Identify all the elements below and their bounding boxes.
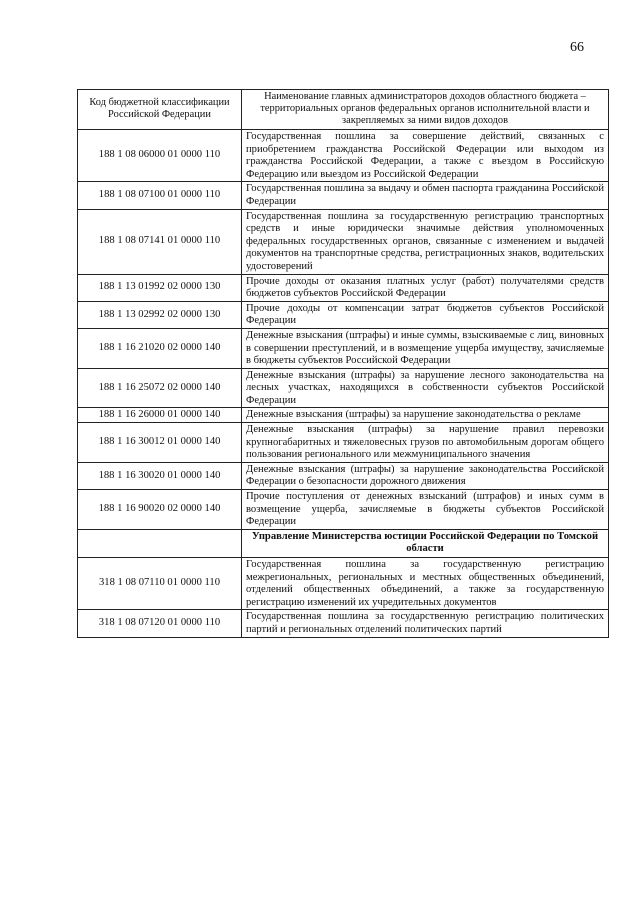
revenue-name: Прочие поступления от денежных взысканий (штрафов) и иных сумм в возмещение ущерба, зачисляемые в бюджеты субъектов Российской Федерации (242, 490, 609, 530)
budget-classification-table (77, 89, 609, 638)
revenue-name: Государственная пошлина за совершение действий, связанных с приобретением гражданства Российской Федерации или выходом из гражданства Российской Федерации, а также с въездом в Российскую Федерацию или выездом из Российской Федерации (242, 130, 609, 182)
revenue-name: Государственная пошлина за государственную регистрацию транспортных средств и иные юридически значимые действия уполномоченных федеральных государственных органов, связанные с изменением и выдачей документов на транспортные средства, регистрационных знаков, водительских удостоверений (242, 209, 609, 274)
table-row (78, 274, 609, 301)
table-row (78, 328, 609, 368)
budget-code: 318 1 08 07110 01 0000 110 (78, 558, 242, 610)
table-row (78, 558, 609, 610)
table-row (78, 490, 609, 530)
revenue-name: Государственная пошлина за государственную регистрацию политических партий и региональных отделений политических партий (242, 610, 609, 637)
budget-code: 188 1 16 30012 01 0000 140 (78, 423, 242, 463)
budget-code: 188 1 08 06000 01 0000 110 (78, 130, 242, 182)
budget-code: 318 1 08 07120 01 0000 110 (78, 610, 242, 637)
budget-code: 188 1 13 02992 02 0000 130 (78, 301, 242, 328)
budget-code: 188 1 08 07141 01 0000 110 (78, 209, 242, 274)
revenue-name: Денежные взыскания (штрафы) за нарушение законодательства Российской Федерации о безопасности дорожного движения (242, 462, 609, 489)
table-row (78, 368, 609, 408)
table-row (78, 301, 609, 328)
table-row (78, 610, 609, 637)
table-header-row (78, 90, 609, 130)
header-code: Код бюджетной классификации Российской Федерации (78, 90, 242, 130)
revenue-name: Денежные взыскания (штрафы) за нарушение правил перевозки крупногабаритных и тяжеловесных грузов по автомобильным дорогам общего пользования регионального или межмуниципального значения (242, 423, 609, 463)
revenue-name: Денежные взыскания (штрафы) за нарушение законодательства о рекламе (242, 408, 609, 423)
budget-code: 188 1 13 01992 02 0000 130 (78, 274, 242, 301)
table-row (78, 130, 609, 182)
budget-code: 188 1 08 07100 01 0000 110 (78, 182, 242, 209)
section-header-row (78, 529, 609, 557)
table-row (78, 408, 609, 423)
table-row (78, 209, 609, 274)
revenue-name: Прочие доходы от компенсации затрат бюджетов субъектов Российской Федерации (242, 301, 609, 328)
revenue-name: Государственная пошлина за государственную регистрацию межрегиональных, региональных и местных общественных объединений, отделений общественных объединений, а также за государственную регистрацию изменений их учредительных документов (242, 558, 609, 610)
page-number: 66 (570, 40, 584, 55)
budget-classification-table-container (77, 89, 608, 638)
budget-code: 188 1 16 30020 01 0000 140 (78, 462, 242, 489)
revenue-name: Денежные взыскания (штрафы) и иные суммы, взыскиваемые с лиц, виновных в совершении преступлений, и в возмещение ущерба имуществу, зачисляемые в бюджеты субъектов Российской Федерации (242, 328, 609, 368)
table-row (78, 423, 609, 463)
budget-code: 188 1 16 25072 02 0000 140 (78, 368, 242, 408)
revenue-name: Прочие доходы от оказания платных услуг (работ) получателями средств бюджетов субъектов Российской Федерации (242, 274, 609, 301)
section-empty-cell (78, 529, 242, 557)
revenue-name: Государственная пошлина за выдачу и обмен паспорта гражданина Российской Федерации (242, 182, 609, 209)
table-row (78, 182, 609, 209)
header-name: Наименование главных администраторов доходов областного бюджета – территориальных органов федеральных органов исполнительной власти и закрепляемых за ними видов доходов (242, 90, 609, 130)
section-title: Управление Министерства юстиции Российской Федерации по Томской области (242, 529, 609, 557)
budget-code: 188 1 16 21020 02 0000 140 (78, 328, 242, 368)
budget-code: 188 1 16 90020 02 0000 140 (78, 490, 242, 530)
revenue-name: Денежные взыскания (штрафы) за нарушение лесного законодательства на лесных участках, находящихся в собственности субъектов Российской Федерации (242, 368, 609, 408)
table-row (78, 462, 609, 489)
budget-code: 188 1 16 26000 01 0000 140 (78, 408, 242, 423)
